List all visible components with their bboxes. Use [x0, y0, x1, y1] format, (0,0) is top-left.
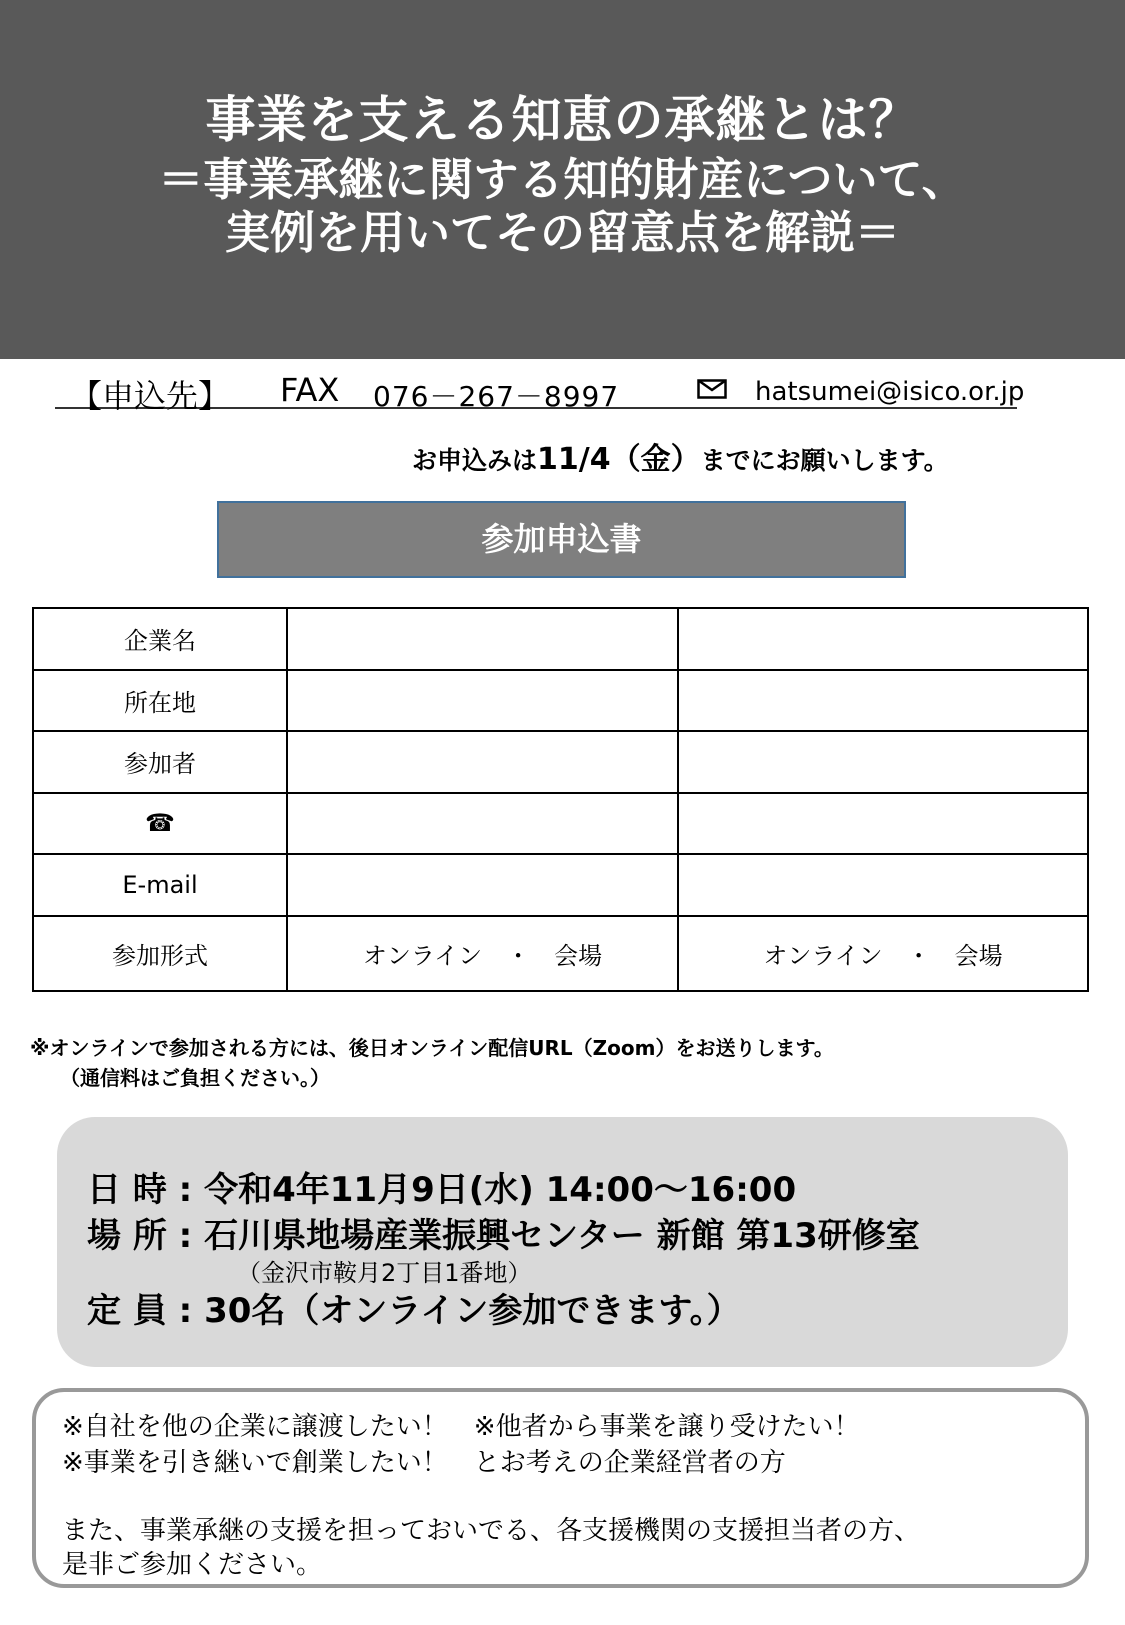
online-note-line1: ※オンラインで参加される方には、後日オンライン配信URL（Zoom）をお送りします。	[30, 1036, 834, 1060]
online-note	[30, 1033, 834, 1093]
row-label-email: E-mail	[33, 854, 287, 916]
online-note-line2: （通信料はご負担ください。）	[60, 1066, 330, 1090]
table-row	[33, 793, 1088, 855]
participant-field-1[interactable]	[287, 731, 678, 793]
address-field-2[interactable]	[678, 670, 1088, 732]
fax-number: 076－267－8997	[373, 380, 620, 413]
participant-field-2[interactable]	[678, 731, 1088, 793]
row-label-address: 所在地	[33, 670, 287, 732]
deadline-date: 11/4（金）	[537, 442, 701, 477]
deadline-notice	[412, 434, 949, 478]
address-field-1[interactable]	[287, 670, 678, 732]
email-field-1[interactable]	[287, 854, 678, 916]
phone-field-2[interactable]	[678, 793, 1088, 855]
target-line4: 是非ご参加ください。	[62, 1550, 323, 1580]
phone-icon: ☎	[33, 793, 287, 855]
target-line2: ※事業を引き継いで創業したい！ とお考えの企業経営者の方	[62, 1448, 786, 1478]
target-line1: ※自社を他の企業に譲渡したい！ ※他者から事業を譲り受けたい！	[62, 1412, 860, 1442]
row-label-participant: 参加者	[33, 731, 287, 793]
format-choice-1[interactable]: オンライン ・ 会場	[287, 916, 678, 991]
event-datetime: 日 時 : 令和4年11月9日(水) 14:00～16:00	[87, 1170, 797, 1210]
email-field-2[interactable]	[678, 854, 1088, 916]
target-line3: また、事業承継の支援を担っておいでる、各支援機関の支援担当者の方、	[62, 1516, 921, 1546]
company-field-2[interactable]	[678, 608, 1088, 670]
event-address: （金沢市鞍月2丁目1番地）	[237, 1259, 532, 1287]
row-label-format: 参加形式	[33, 916, 287, 991]
envelope-icon	[697, 379, 727, 399]
event-capacity: 定 員 : 30名（オンライン参加できます。）	[87, 1291, 741, 1331]
header-banner	[0, 0, 1125, 359]
contact-line	[55, 371, 1025, 415]
deadline-prefix: お申込みは	[412, 446, 538, 475]
table-row	[33, 854, 1088, 916]
table-row	[33, 916, 1088, 991]
format-choice-2[interactable]: オンライン ・ 会場	[678, 916, 1088, 991]
application-form-table	[32, 607, 1089, 992]
deadline-suffix: までにお願いします。	[700, 446, 949, 475]
table-row	[33, 731, 1088, 793]
row-label-company: 企業名	[33, 608, 287, 670]
phone-field-1[interactable]	[287, 793, 678, 855]
target-audience-box	[32, 1388, 1089, 1588]
event-info-box	[57, 1117, 1068, 1367]
page-title: 事業を支える知恵の承継とは？	[205, 91, 920, 149]
page-subtitle-line2: 実例を用いてその留意点を解説＝	[224, 206, 900, 259]
table-row	[33, 608, 1088, 670]
event-venue: 場 所 : 石川県地場産業振興センター 新館 第13研修室	[87, 1216, 920, 1256]
form-title: 参加申込書	[217, 501, 906, 578]
contact-label: 【申込先】	[70, 377, 231, 415]
fax-label: FAX	[280, 371, 340, 409]
company-field-1[interactable]	[287, 608, 678, 670]
page-subtitle-line1: ＝事業承継に関する知的財産について、	[158, 153, 967, 206]
email-address[interactable]: hatsumei@isico.or.jp	[755, 377, 1025, 407]
table-row	[33, 670, 1088, 732]
